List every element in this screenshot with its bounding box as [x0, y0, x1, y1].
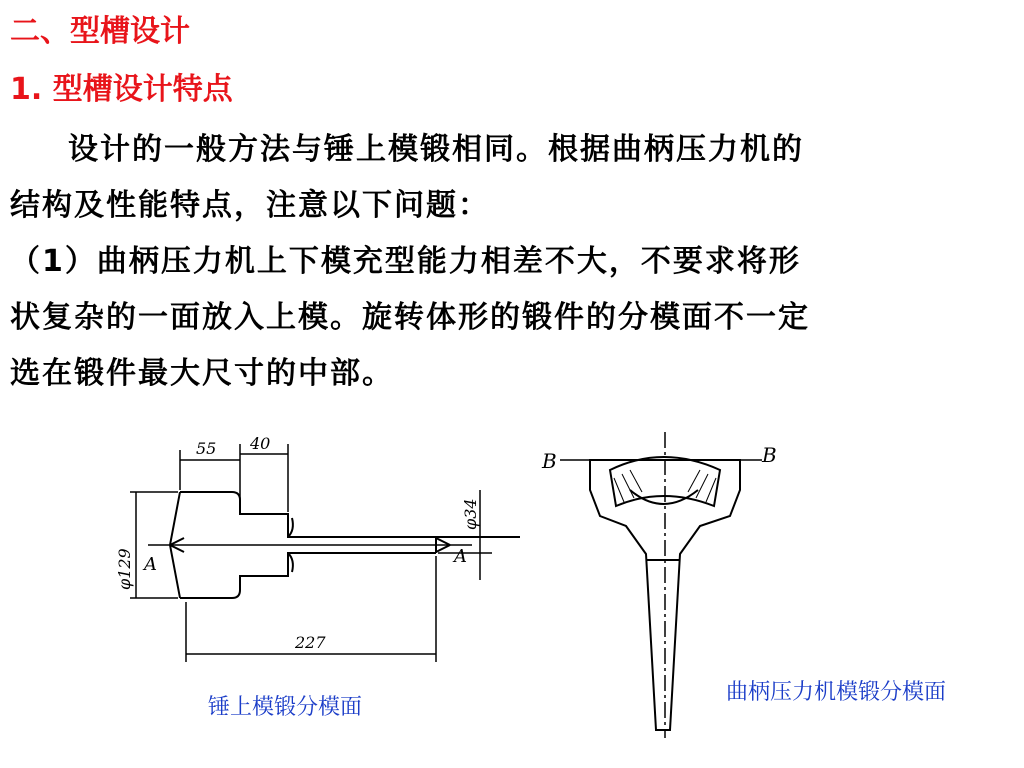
subsection-title: 1. 型槽设计特点: [10, 72, 233, 107]
paragraph-line: 状复杂的一面放入上模。旋转体形的锻件的分模面不一定: [10, 300, 810, 335]
caption-hammer-forging: 锤上模锻分模面: [208, 695, 363, 720]
dim-phi129: φ129: [115, 548, 134, 590]
section-title: 二、型槽设计: [10, 14, 190, 49]
label-b-left: B: [542, 449, 557, 473]
paragraph-line: （1）曲柄压力机上下模充型能力相差不大，不要求将形: [10, 244, 801, 279]
dim-55: 55: [196, 439, 217, 458]
label-b-right: B: [762, 443, 777, 467]
dim-40: 40: [250, 434, 271, 453]
label-a-left: A: [144, 554, 157, 575]
paragraph-line: 选在锻件最大尺寸的中部。: [10, 356, 394, 391]
label-a-right: A: [454, 546, 467, 567]
hammer-forging-drawing: [100, 430, 520, 680]
body-text: [10, 122, 1014, 402]
dim-phi34: φ34: [461, 498, 480, 530]
dim-227: 227: [295, 633, 326, 652]
caption-crank-press-forging: 曲柄压力机模锻分模面: [726, 680, 947, 705]
paragraph-line: 结构及性能特点，注意以下问题：: [10, 188, 490, 223]
paragraph-line: 设计的一般方法与锤上模锻相同。根据曲柄压力机的: [68, 132, 804, 167]
